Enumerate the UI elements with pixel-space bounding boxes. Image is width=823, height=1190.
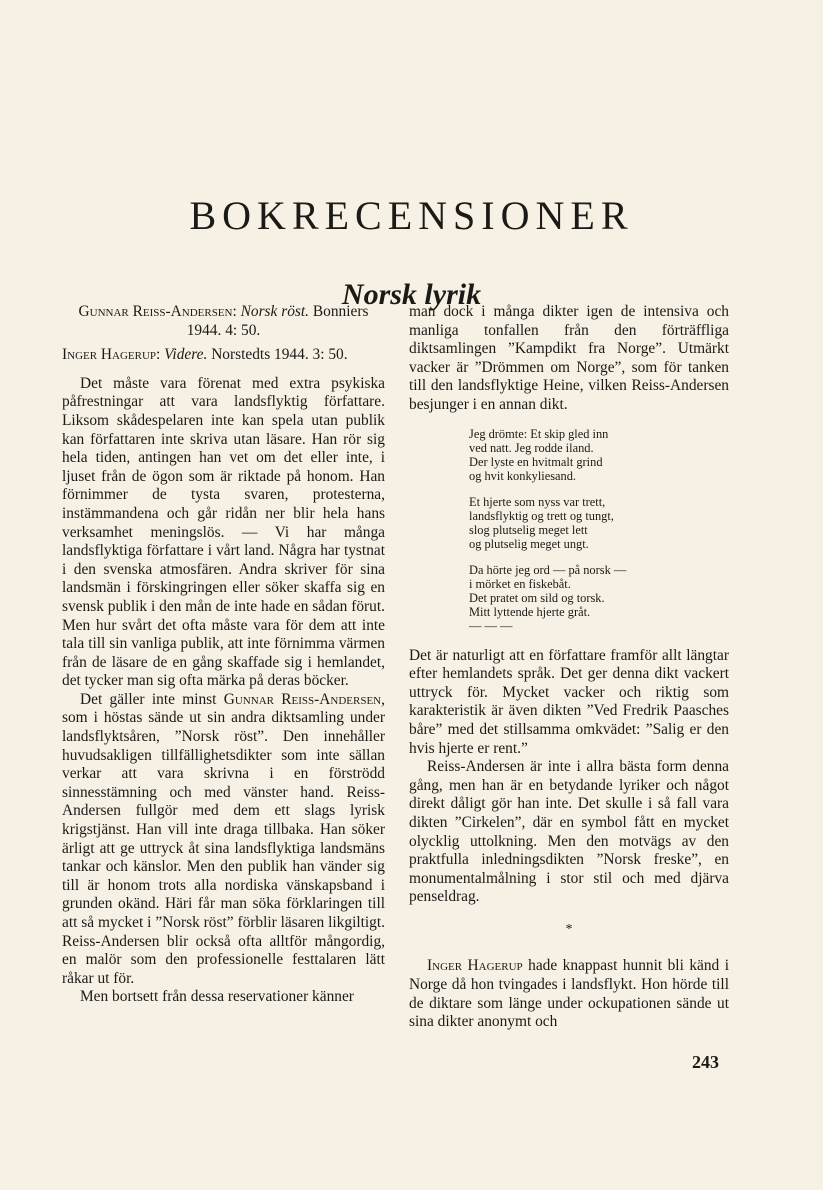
- poem-stanza: [469, 427, 729, 483]
- poem-quote: [469, 427, 729, 633]
- poem-line: Der lyste en hvitmalt grind: [469, 454, 603, 469]
- paragraph: Men bortsett från dessa reservationer känner: [80, 988, 354, 1006]
- right-column: [409, 303, 729, 1032]
- poem-line: Da hörte jeg ord — på norsk —: [469, 562, 627, 577]
- article-title: Norsk lyrik: [341, 277, 482, 311]
- poem-ending: — — —: [469, 618, 513, 633]
- poem-stanza: [469, 563, 729, 633]
- poem-line: landsflyktig og trett og tungt,: [469, 508, 614, 523]
- book-reference-1: Gunnar Reiss-Andersen: Norsk röst. Bonniers 1944. 4: 50.: [78, 303, 369, 339]
- poem-line: Mitt lyttende hjerte gråt.: [469, 604, 591, 619]
- paragraph: Det måste vara förenat med extra psykiska påfrestningar att vara landsflyktig författare. Liksom skådespelaren inte kan spela utan publik kan författaren inte skriva utan läsare. Han rör sig hela tiden, antingen han vet om det eller inte, i ljuset från de ögon som är riktade på honom. Han förnimmer de tysta svaren, protesterna, instämmandena och går ridån ner blir hela hans verksamhet meningslös. — Vi har många landsflyktiga författare i vårt land. Några har tystnat i den svenska atmosfären. Andra skriver för sina landsmän i förskingringen eller söker skaffa sig en svensk publik i den mån de inte hade en sådan förut. Men hur svårt det ofta måste vara för dem att inte tala till sin vanliga publik, att inte förnimma värmen från de läsare de en gång skaffade sig i hemlandet, det tycker man sig ofta märka på deras böcker.: [62, 374, 385, 690]
- poem-line: Jeg drömte: Et skip gled inn: [469, 426, 609, 441]
- poem-line: Et hjerte som nyss var trett,: [469, 494, 606, 509]
- section-separator: *: [565, 921, 573, 937]
- poem-line: og hvit konkyliesand.: [469, 468, 577, 483]
- paragraph: Reiss-Andersen är inte i allra bästa form denna gång, men han är en betydande lyriker och något direkt dåligt gör han inte. Det skulle i så fall vara dikten ”Cirkelen”, där en symbol fått en mycket olycklig uttolkning. Men den motvägs av den praktfulla inledningsdikten ”Norsk freske”, en monumentalmålning i stor stil och med djärva penseldrag.: [409, 758, 729, 906]
- paragraph: Det är naturligt att en författare framför allt längtar efter hemlandets språk. Det ger denna dikt vackert uttryck för. Mycket vacker och riktig som karakteristik är även dikten ”Ved Fredrik Paasches båre” med det stillsamma omkvädet: ”Salig er den hvis hjerte er rent.”: [409, 646, 729, 757]
- poem-line: slog plutselig meget lett: [469, 522, 588, 537]
- poem-line: i mörket en fiskebåt.: [469, 576, 571, 591]
- paragraph: man dock i många dikter igen de intensiva och manliga tonfallen från den förträffliga diktsamlingen ”Kampdikt fra Norge”. Utmärkt vacker är ”Drömmen om Norge”, som för tanken till den landsflyktige Heine, vilken Reiss-Andersen besjunger i en annan dikt.: [409, 303, 729, 413]
- poem-line: og plutselig meget ungt.: [469, 536, 589, 551]
- page-number: 243: [692, 1052, 719, 1072]
- poem-line: Det pratet om sild og torsk.: [469, 590, 605, 605]
- poem-line: ved natt. Jeg rodde iland.: [469, 440, 594, 455]
- poem-stanza: [469, 495, 729, 551]
- book-reference-2: Inger Hagerup: Videre. Norstedts 1944. 3: 50.: [62, 346, 348, 364]
- paragraph: Det gäller inte minst Gunnar Reiss-Andersen, som i höstas sände ut sin andra diktsamling under landsflyktsåren, ”Norsk röst”. Den innehåller huvudsakligen tillfällighetsdikter som inte sällan verkar att vara skrivna i en förströdd sinnesstämning och med vänster hand. Reiss-Andersen fullgör med dem ett slags lyrisk krigstjänst. Han vill inte draga tillbaka. Han söker ärligt att ge uttryck åt sina landsflyktiga landsmäns tankar och känslor. Men den publik han vänder sig till är honom trots alla nordiska vänskapsband i grunden okänd. Häri får man söka förklaringen till att så mycket i ”Norsk röst” förblir läsaren likgiltigt. Reiss-Andersen blir också ofta alltför mångordig, en malör som den professionelle festtalaren lätt råkar ut för.: [62, 690, 385, 987]
- left-column: [62, 303, 385, 1007]
- paragraph: Inger Hagerup hade knappast hunnit bli känd i Norge då hon tvingades i landsflykt. Hon hörde till de diktare som länge under ockupationen sände ut sina dikter anonymt och: [409, 957, 729, 1031]
- section-title: BOKRECENSIONER: [189, 192, 634, 238]
